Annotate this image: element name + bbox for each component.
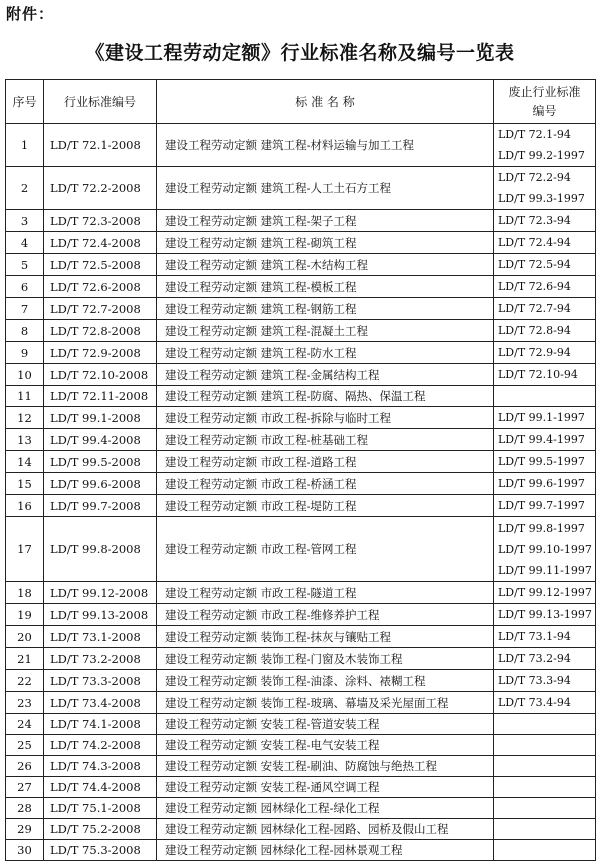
standard-name: 建设工程劳动定额 装饰工程-抹灰与镶贴工程 bbox=[157, 626, 494, 648]
standard-name: 建设工程劳动定额 装饰工程-门窗及木装饰工程 bbox=[157, 648, 494, 670]
table-row bbox=[6, 735, 596, 756]
standard-code: LD/T 74.4-2008 bbox=[44, 777, 157, 798]
standard-name: 建设工程劳动定额 建筑工程-钢筋工程 bbox=[157, 298, 494, 320]
row-number: 30 bbox=[6, 840, 44, 861]
table-row bbox=[6, 210, 596, 232]
replaced-code: LD/T 72.8-94 bbox=[498, 324, 571, 337]
standard-name: 建设工程劳动定额 装饰工程-玻璃、幕墙及采光屋面工程 bbox=[157, 692, 494, 714]
standard-code: LD/T 72.7-2008 bbox=[44, 298, 157, 320]
replaced-codes-cell bbox=[494, 276, 596, 298]
table-row bbox=[6, 473, 596, 495]
replaced-codes-cell bbox=[494, 495, 596, 517]
standard-code: LD/T 99.1-2008 bbox=[44, 407, 157, 429]
standard-name: 建设工程劳动定额 建筑工程-木结构工程 bbox=[157, 254, 494, 276]
replaced-code: LD/T 99.1-1997 bbox=[498, 411, 585, 424]
standard-code: LD/T 99.8-2008 bbox=[44, 517, 157, 582]
standard-code: LD/T 99.12-2008 bbox=[44, 582, 157, 604]
standard-name: 建设工程劳动定额 建筑工程-混凝土工程 bbox=[157, 320, 494, 342]
replaced-code: LD/T 99.4-1997 bbox=[498, 433, 585, 446]
table-row bbox=[6, 364, 596, 386]
table-row bbox=[6, 714, 596, 735]
table-row bbox=[6, 604, 596, 626]
standard-name: 建设工程劳动定额 装饰工程-油漆、涂料、裱糊工程 bbox=[157, 670, 494, 692]
standard-name: 建设工程劳动定额 建筑工程-材料运输与加工工程 bbox=[157, 124, 494, 167]
row-number: 11 bbox=[6, 386, 44, 407]
standard-code: LD/T 74.2-2008 bbox=[44, 735, 157, 756]
replaced-codes-cell bbox=[494, 692, 596, 714]
row-number: 18 bbox=[6, 582, 44, 604]
standard-name: 建设工程劳动定额 建筑工程-模板工程 bbox=[157, 276, 494, 298]
standard-code: LD/T 72.1-2008 bbox=[44, 124, 157, 167]
standard-name: 建设工程劳动定额 市政工程-桥涵工程 bbox=[157, 473, 494, 495]
standard-name: 建设工程劳动定额 市政工程-隧道工程 bbox=[157, 582, 494, 604]
row-number: 9 bbox=[6, 342, 44, 364]
row-number: 2 bbox=[6, 167, 44, 210]
column-header-no: 序号 bbox=[6, 80, 44, 124]
replaced-codes-cell bbox=[494, 429, 596, 451]
replaced-code: LD/T 72.10-94 bbox=[498, 368, 578, 381]
replaced-code: LD/T 73.4-94 bbox=[498, 696, 571, 709]
table-row bbox=[6, 232, 596, 254]
standard-name: 建设工程劳动定额 市政工程-拆除与临时工程 bbox=[157, 407, 494, 429]
standard-name: 建设工程劳动定额 市政工程-管网工程 bbox=[157, 517, 494, 582]
replaced-code: LD/T 99.11-1997 bbox=[498, 563, 592, 577]
replaced-code: LD/T 73.1-94 bbox=[498, 630, 571, 643]
column-header-name: 标 准 名 称 bbox=[157, 80, 494, 124]
replaced-codes-cell bbox=[494, 232, 596, 254]
replaced-codes-cell bbox=[494, 320, 596, 342]
replaced-codes-cell bbox=[494, 407, 596, 429]
replaced-codes-cell bbox=[494, 210, 596, 232]
standard-code: LD/T 72.2-2008 bbox=[44, 167, 157, 210]
replaced-code: LD/T 72.3-94 bbox=[498, 214, 571, 227]
table-row bbox=[6, 582, 596, 604]
standard-name: 建设工程劳动定额 市政工程-道路工程 bbox=[157, 451, 494, 473]
replaced-codes-cell bbox=[494, 626, 596, 648]
table-row bbox=[6, 819, 596, 840]
standard-code: LD/T 73.3-2008 bbox=[44, 670, 157, 692]
standard-name: 建设工程劳动定额 市政工程-桩基础工程 bbox=[157, 429, 494, 451]
standard-code: LD/T 73.1-2008 bbox=[44, 626, 157, 648]
standard-code: LD/T 99.6-2008 bbox=[44, 473, 157, 495]
table-row bbox=[6, 320, 596, 342]
replaced-code: LD/T 99.2-1997 bbox=[498, 149, 585, 162]
standard-name: 建设工程劳动定额 市政工程-维修养护工程 bbox=[157, 604, 494, 626]
table-row bbox=[6, 407, 596, 429]
row-number: 27 bbox=[6, 777, 44, 798]
replaced-codes-cell bbox=[494, 582, 596, 604]
table-row bbox=[6, 429, 596, 451]
standard-name: 建设工程劳动定额 园林绿化工程-绿化工程 bbox=[157, 798, 494, 819]
row-number: 16 bbox=[6, 495, 44, 517]
replaced-codes-cell bbox=[494, 798, 596, 819]
standard-code: LD/T 73.4-2008 bbox=[44, 692, 157, 714]
standard-code: LD/T 75.3-2008 bbox=[44, 840, 157, 861]
replaced-code: LD/T 99.12-1997 bbox=[498, 586, 592, 599]
row-number: 10 bbox=[6, 364, 44, 386]
standard-name: 建设工程劳动定额 建筑工程-人工土石方工程 bbox=[157, 167, 494, 210]
standard-code: LD/T 75.2-2008 bbox=[44, 819, 157, 840]
replaced-codes-cell bbox=[494, 840, 596, 861]
table-row bbox=[6, 276, 596, 298]
replaced-code: LD/T 99.3-1997 bbox=[498, 192, 585, 205]
standard-code: LD/T 99.5-2008 bbox=[44, 451, 157, 473]
standard-code: LD/T 99.13-2008 bbox=[44, 604, 157, 626]
standard-name: 建设工程劳动定额 建筑工程-砌筑工程 bbox=[157, 232, 494, 254]
row-number: 14 bbox=[6, 451, 44, 473]
table-row bbox=[6, 254, 596, 276]
replaced-codes-cell bbox=[494, 124, 596, 167]
standard-code: LD/T 75.1-2008 bbox=[44, 798, 157, 819]
column-header-code: 行业标准编号 bbox=[44, 80, 157, 124]
standard-code: LD/T 72.5-2008 bbox=[44, 254, 157, 276]
replaced-codes-cell bbox=[494, 735, 596, 756]
row-number: 23 bbox=[6, 692, 44, 714]
table-row bbox=[6, 495, 596, 517]
row-number: 24 bbox=[6, 714, 44, 735]
replaced-codes-cell bbox=[494, 648, 596, 670]
replaced-codes-cell bbox=[494, 777, 596, 798]
row-number: 12 bbox=[6, 407, 44, 429]
standard-name: 建设工程劳动定额 建筑工程-防水工程 bbox=[157, 342, 494, 364]
standard-code: LD/T 72.4-2008 bbox=[44, 232, 157, 254]
row-number: 13 bbox=[6, 429, 44, 451]
replaced-code: LD/T 72.2-94 bbox=[498, 171, 571, 184]
row-number: 6 bbox=[6, 276, 44, 298]
standard-name: 建设工程劳动定额 市政工程-堤防工程 bbox=[157, 495, 494, 517]
replaced-code: LD/T 99.8-1997 bbox=[498, 521, 585, 535]
row-number: 1 bbox=[6, 124, 44, 167]
replaced-codes-cell bbox=[494, 451, 596, 473]
standard-name: 建设工程劳动定额 园林绿化工程-园林景观工程 bbox=[157, 840, 494, 861]
row-number: 17 bbox=[6, 517, 44, 582]
replaced-code: LD/T 99.7-1997 bbox=[498, 499, 585, 512]
row-number: 4 bbox=[6, 232, 44, 254]
row-number: 21 bbox=[6, 648, 44, 670]
table-row bbox=[6, 756, 596, 777]
table-row bbox=[6, 124, 596, 167]
replaced-code: LD/T 99.10-1997 bbox=[498, 542, 592, 556]
standard-code: LD/T 74.3-2008 bbox=[44, 756, 157, 777]
standard-name: 建设工程劳动定额 建筑工程-架子工程 bbox=[157, 210, 494, 232]
standard-code: LD/T 73.2-2008 bbox=[44, 648, 157, 670]
standard-name: 建设工程劳动定额 安装工程-管道安装工程 bbox=[157, 714, 494, 735]
row-number: 3 bbox=[6, 210, 44, 232]
row-number: 26 bbox=[6, 756, 44, 777]
table-row bbox=[6, 386, 596, 407]
row-number: 8 bbox=[6, 320, 44, 342]
standard-name: 建设工程劳动定额 园林绿化工程-园路、园桥及假山工程 bbox=[157, 819, 494, 840]
replaced-codes-cell bbox=[494, 386, 596, 407]
standard-name: 建设工程劳动定额 安装工程-通风空调工程 bbox=[157, 777, 494, 798]
replaced-codes-cell bbox=[494, 714, 596, 735]
replaced-codes-cell bbox=[494, 473, 596, 495]
replaced-code: LD/T 99.13-1997 bbox=[498, 608, 592, 621]
replaced-codes-cell bbox=[494, 670, 596, 692]
standard-code: LD/T 72.3-2008 bbox=[44, 210, 157, 232]
table-row bbox=[6, 648, 596, 670]
table-row bbox=[6, 298, 596, 320]
replaced-codes-cell bbox=[494, 604, 596, 626]
replaced-code: LD/T 73.3-94 bbox=[498, 674, 571, 687]
replaced-codes-cell bbox=[494, 756, 596, 777]
replaced-codes-cell bbox=[494, 517, 596, 582]
table-row bbox=[6, 840, 596, 861]
replaced-code: LD/T 73.2-94 bbox=[498, 652, 571, 665]
table-row bbox=[6, 517, 596, 582]
replaced-code: LD/T 72.7-94 bbox=[498, 302, 571, 315]
replaced-codes-cell bbox=[494, 298, 596, 320]
row-number: 5 bbox=[6, 254, 44, 276]
row-number: 22 bbox=[6, 670, 44, 692]
row-number: 25 bbox=[6, 735, 44, 756]
table-row bbox=[6, 626, 596, 648]
standards-table bbox=[5, 79, 596, 861]
table-row bbox=[6, 777, 596, 798]
table-row bbox=[6, 692, 596, 714]
table-header-row bbox=[6, 80, 596, 124]
table-row bbox=[6, 167, 596, 210]
standard-name: 建设工程劳动定额 建筑工程-金属结构工程 bbox=[157, 364, 494, 386]
page-title: 《建设工程劳动定额》行业标准名称及编号一览表 bbox=[85, 42, 515, 64]
standard-name: 建设工程劳动定额 安装工程-刷油、防腐蚀与绝热工程 bbox=[157, 756, 494, 777]
replaced-codes-cell bbox=[494, 254, 596, 276]
replaced-code: LD/T 99.5-1997 bbox=[498, 455, 585, 468]
replaced-code: LD/T 72.4-94 bbox=[498, 236, 571, 249]
standard-code: LD/T 72.9-2008 bbox=[44, 342, 157, 364]
row-number: 15 bbox=[6, 473, 44, 495]
replaced-codes-cell bbox=[494, 364, 596, 386]
standard-code: LD/T 99.4-2008 bbox=[44, 429, 157, 451]
standard-name: 建设工程劳动定额 建筑工程-防腐、隔热、保温工程 bbox=[157, 386, 494, 407]
replaced-codes-cell bbox=[494, 167, 596, 210]
standard-name: 建设工程劳动定额 安装工程-电气安装工程 bbox=[157, 735, 494, 756]
row-number: 20 bbox=[6, 626, 44, 648]
standard-code: LD/T 72.10-2008 bbox=[44, 364, 157, 386]
table-row bbox=[6, 451, 596, 473]
replaced-code: LD/T 72.9-94 bbox=[498, 346, 571, 359]
attachment-label: 附件： bbox=[6, 5, 55, 23]
table-row bbox=[6, 670, 596, 692]
row-number: 19 bbox=[6, 604, 44, 626]
standard-code: LD/T 72.6-2008 bbox=[44, 276, 157, 298]
standard-code: LD/T 72.8-2008 bbox=[44, 320, 157, 342]
replaced-code: LD/T 72.5-94 bbox=[498, 258, 571, 271]
standard-code: LD/T 74.1-2008 bbox=[44, 714, 157, 735]
column-header-replaced: 废止行业标准编号 bbox=[494, 80, 596, 124]
table-row bbox=[6, 342, 596, 364]
standard-code: LD/T 99.7-2008 bbox=[44, 495, 157, 517]
replaced-codes-cell bbox=[494, 342, 596, 364]
table-row bbox=[6, 798, 596, 819]
replaced-code: LD/T 72.1-94 bbox=[498, 128, 571, 141]
replaced-codes-cell bbox=[494, 819, 596, 840]
replaced-code: LD/T 99.6-1997 bbox=[498, 477, 585, 490]
standard-code: LD/T 72.11-2008 bbox=[44, 386, 157, 407]
replaced-code: LD/T 72.6-94 bbox=[498, 280, 571, 293]
row-number: 7 bbox=[6, 298, 44, 320]
row-number: 28 bbox=[6, 798, 44, 819]
row-number: 29 bbox=[6, 819, 44, 840]
